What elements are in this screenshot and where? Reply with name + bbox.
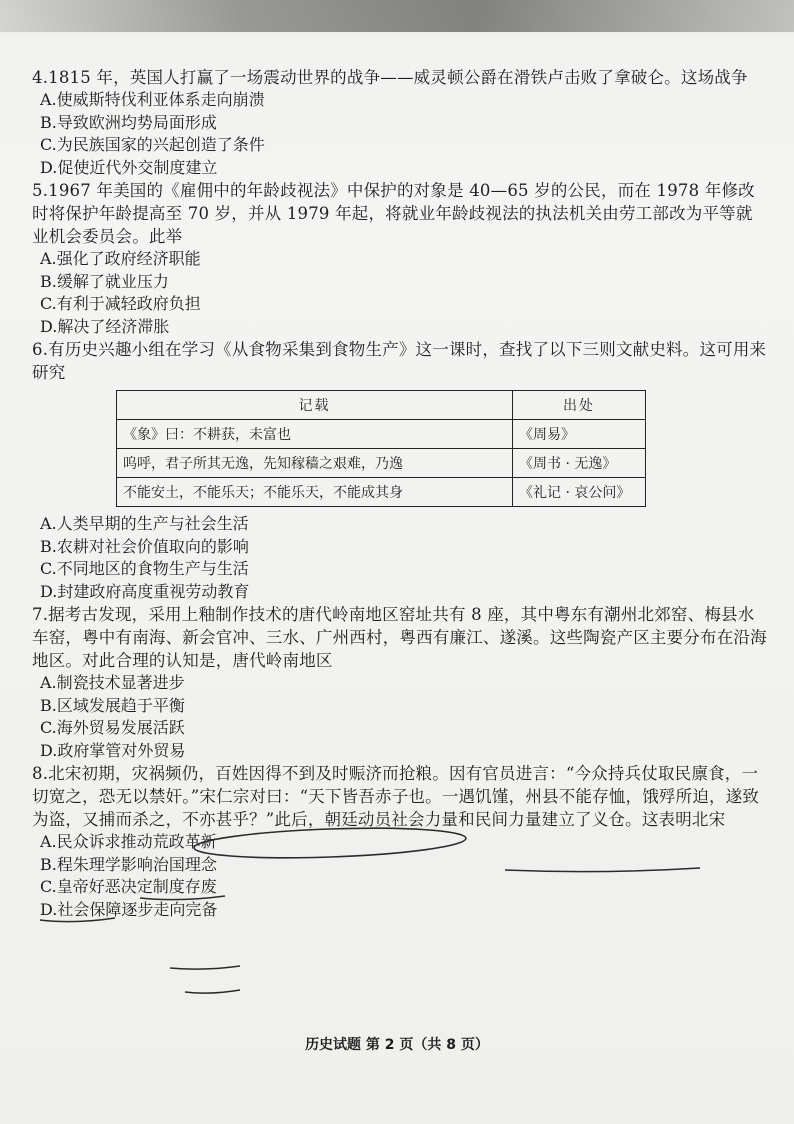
- option-c: C.海外贸易发展活跃: [40, 718, 185, 737]
- table-cell: 不能安土，不能乐天；不能乐天，不能成其身: [117, 478, 513, 507]
- question-list: [32, 66, 767, 921]
- pen-underline: [170, 966, 240, 969]
- pen-underline: [185, 990, 240, 993]
- question-stem: 6.有历史兴趣小组在学习《从食物采集到食物生产》这一课时，查找了以下三则文献史料。这可用来研究: [32, 340, 767, 382]
- option-b: B.缓解了就业压力: [40, 271, 169, 291]
- question-8: [32, 762, 767, 921]
- option-a: A.人类早期的生产与社会生活: [40, 514, 249, 533]
- table-row: [117, 449, 646, 478]
- source-table: [116, 390, 646, 507]
- option-c: C.为民族国家的兴起创造了条件: [40, 135, 265, 154]
- table-header-row: [117, 391, 646, 420]
- page-footer: 历史试题 第 2 页（共 8 页）: [305, 1037, 489, 1053]
- option-b: B.程朱理学影响治国理念: [40, 854, 217, 874]
- question-stem: 8.北宋初期，灾祸频仍，百姓因得不到及时赈济而抢粮。因有官员进言：“今众持兵仗取民廪食，一切宽之，恐无以禁奸。”宋仁宗对曰：“天下皆吾赤子也。一遇饥馑，州县不能存恤，饿殍所迫，遂致为盗，又捕而杀之，不亦甚乎？”此后，朝廷动员社会力量和民间力量建立了义仓。这表明北宋: [32, 764, 760, 829]
- question-4: [32, 66, 767, 179]
- table-cell: 呜呼，君子所其无逸，先知稼穑之艰难，乃逸: [117, 449, 513, 478]
- table-cell: 《象》曰：不耕获，未富也: [117, 420, 513, 449]
- question-stem: 4.1815 年，英国人打赢了一场震动世界的战争——威灵顿公爵在滑铁卢击败了拿破仑。这场战争: [32, 68, 748, 87]
- option-a: A.民众诉求推动荒政革新: [40, 832, 217, 851]
- table-header-record: 记载: [117, 391, 513, 420]
- question-stem: 7.据考古发现，采用上釉制作技术的唐代岭南地区窑址共有 8 座，其中粤东有潮州北郊窑、梅县水车窑，粤中有南海、新会官冲、三水、广州西村，粤西有廉江、遂溪。这些陶瓷产区主要分布在沿海地区。对此合理的认知是，唐代岭南地区: [32, 605, 767, 670]
- option-a: A.使威斯特伐利亚体系走向崩溃: [40, 90, 265, 109]
- table-cell: 《周书 · 无逸》: [513, 449, 646, 478]
- table-header-source: 出处: [513, 391, 646, 420]
- option-c: C.不同地区的食物生产与生活: [40, 559, 249, 578]
- option-d: D.政府掌管对外贸易: [40, 740, 186, 760]
- option-a: A.制瓷技术显著进步: [40, 673, 185, 692]
- table-row: [117, 478, 646, 507]
- question-5: [32, 179, 767, 338]
- question-6: [32, 338, 767, 603]
- option-d: D.促使近代外交制度建立: [40, 157, 218, 177]
- scan-shadow-band: [0, 0, 794, 32]
- question-7: [32, 603, 767, 762]
- option-c: C.有利于减轻政府负担: [40, 294, 201, 313]
- option-c: C.皇帝好恶决定制度存废: [40, 877, 217, 896]
- table-row: [117, 420, 646, 449]
- table-cell: 《周易》: [513, 420, 646, 449]
- option-d: D.解决了经济滞胀: [40, 316, 170, 336]
- option-d: D.封建政府高度重视劳动教育: [40, 581, 250, 601]
- option-a: A.强化了政府经济职能: [40, 249, 201, 268]
- question-stem: 5.1967 年美国的《雇佣中的年龄歧视法》中保护的对象是 40—65 岁的公民，而在 1978 年修改时将保护年龄提高至 70 岁，并从 1979 年起，将就业年龄歧视法的执法机关由劳工部改为平等就业机会委员会。此举: [32, 181, 755, 246]
- option-b: B.农耕对社会价值取向的影响: [40, 536, 249, 556]
- option-b: B.区域发展趋于平衡: [40, 695, 185, 715]
- option-d: D.社会保障逐步走向完备: [40, 899, 218, 919]
- table-cell: 《礼记 · 哀公问》: [513, 478, 646, 507]
- option-b: B.导致欧洲均势局面形成: [40, 112, 217, 132]
